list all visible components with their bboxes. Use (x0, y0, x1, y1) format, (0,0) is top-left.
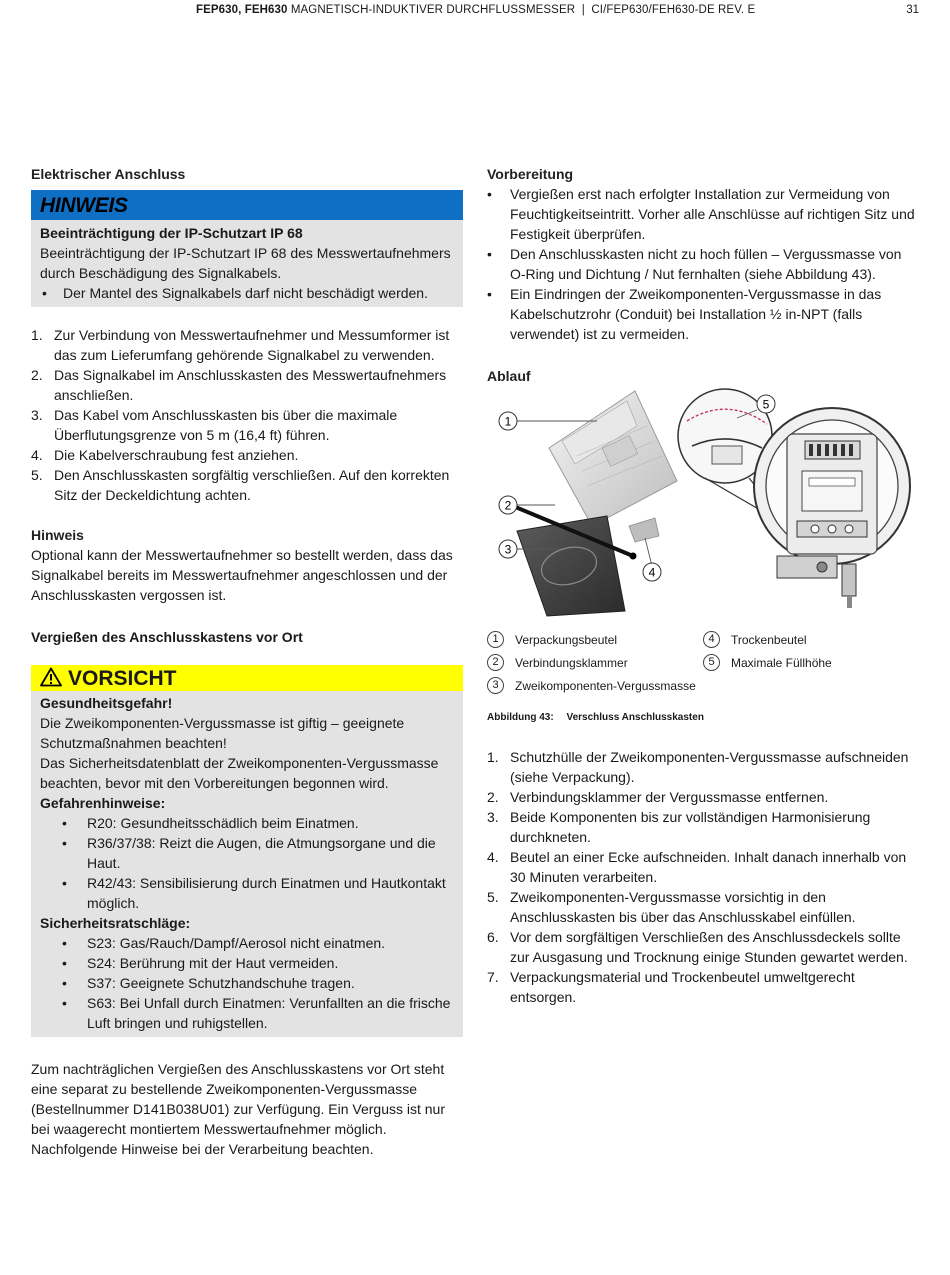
connection-steps-list (31, 325, 463, 505)
bullet-icon: • (62, 955, 67, 971)
callout-5-label: 5 (762, 397, 770, 412)
caption-text: Verschluss Anschlusskasten (566, 712, 704, 723)
vorsicht-label: VORSICHT (68, 667, 177, 690)
callout-4 (643, 563, 661, 581)
section-heading-vorbereitung: Vorbereitung (487, 166, 574, 182)
preparation-list (487, 184, 919, 344)
page-header (0, 4, 950, 22)
hinweis-bullet-list (40, 283, 454, 303)
step-number: 5. (487, 889, 499, 905)
hazard-text: R42/43: Sensibilisierung durch Einatmen und Hautkontakt möglich. (87, 875, 446, 911)
safety-text: S24: Berührung mit der Haut vermeiden. (87, 955, 339, 971)
bullet-icon: • (487, 286, 492, 302)
list-item (40, 873, 454, 913)
step-text: Beutel an einer Ecke aufschneiden. Inhalt danach innerhalb von 30 Minuten verarbeiten. (510, 849, 907, 885)
legend-number: 4 (703, 631, 720, 648)
bullet-icon: • (62, 815, 67, 831)
step-number: 3. (487, 809, 499, 825)
right-column (487, 164, 919, 1007)
legend-number: 5 (703, 654, 720, 671)
vorsicht-label-bar (31, 665, 463, 691)
legend-text: Verbindungsklammer (515, 656, 628, 670)
page-number: 31 (906, 4, 919, 16)
callout-5 (757, 395, 775, 413)
note-block (31, 525, 463, 605)
list-item (40, 973, 454, 993)
legend-text: Zweikomponenten-Vergussmasse (515, 679, 696, 693)
list-item (40, 933, 454, 953)
drying-bag-drawing (629, 518, 659, 542)
bullet-icon: • (487, 246, 492, 262)
step-text: Beide Komponenten bis zur vollständigen Harmonisierung durchkneten. (510, 809, 871, 845)
caption-label: Abbildung 43: (487, 712, 554, 723)
list-item (31, 405, 463, 445)
callout-1 (499, 412, 517, 430)
list-item (487, 787, 919, 807)
callout-leader (645, 538, 652, 566)
safety-text: S63: Bei Unfall durch Einatmen: Verunfallten an die frische Luft bringen und ruhigstellen. (87, 995, 451, 1031)
callout-3-label: 3 (504, 542, 512, 557)
header-title (196, 4, 755, 16)
callout-3 (499, 540, 517, 558)
section-heading-vergiessen: Vergießen des Anschlusskastens vor Ort (31, 629, 303, 645)
final-paragraph: Zum nachträglichen Vergießen des Anschlusskastens vor Ort steht eine separat zu bestellende Zweikomponenten-Vergussmasse (Bestellnummer D141B038U01) zur Verfügung. Ein Verguss ist nur bei waagerecht montiertem Messwertaufnehmer möglich. Nachfolgende Hinweise bei der Verarbeitung beachten. (31, 1061, 445, 1157)
step-number: 7. (487, 969, 499, 985)
step-number: 2. (487, 789, 499, 805)
step-text: Schutzhülle der Zweikomponenten-Vergussmasse aufschneiden (siehe Verpackung). (510, 749, 909, 785)
note-heading: Hinweis (31, 527, 84, 543)
list-item (487, 184, 919, 244)
step-text: Das Signalkabel im Anschlusskasten des Messwertaufnehmers anschließen. (54, 367, 447, 403)
legend-number: 3 (487, 677, 504, 694)
step-text: Zweikomponenten-Vergussmasse vorsichtig in den Anschlusskasten bis über das Anschlusskabel einfüllen. (510, 889, 856, 925)
section-heading-ablauf: Ablauf (487, 368, 531, 384)
list-item (487, 887, 919, 927)
list-item (487, 807, 919, 847)
packaging-bag-drawing (549, 391, 677, 526)
safety-text: S23: Gas/Rauch/Dampf/Aerosol nicht einatmen. (87, 935, 386, 951)
step-text: Die Kabelverschraubung fest anziehen. (54, 447, 299, 463)
hinweis-label: HINWEIS (40, 194, 128, 217)
list-item (40, 833, 454, 873)
hazard-text: R20: Gesundheitsschädlich beim Einatmen. (87, 815, 359, 831)
header-title-rest: MAGNETISCH-INDUKTIVER DURCHFLUSSMESSER | CI/FEP630/FEH630-DE REV. E (287, 4, 756, 16)
bullet-icon: • (62, 835, 67, 851)
hinweis-box (31, 220, 463, 307)
step-number: 6. (487, 929, 499, 945)
step-text: Das Kabel vom Anschlusskasten bis über die maximale Überflutungsgrenze von 5 m (16,4 ft) führen. (54, 407, 398, 443)
bullet-icon: • (487, 186, 492, 202)
bullet-icon: • (62, 975, 67, 991)
legend-text: Verpackungsbeutel (515, 633, 618, 647)
warning-triangle-icon (40, 667, 62, 687)
step-text: Verbindungsklammer der Vergussmasse entfernen. (510, 789, 829, 805)
prep-text: Den Anschlusskasten nicht zu hoch füllen – Vergussmasse von O-Ring und Dichtung / Nut fernhalten (siehe Abbildung 43). (510, 246, 902, 282)
step-number: 5. (31, 467, 43, 483)
list-item (487, 847, 919, 887)
hinweis-label-bar (31, 190, 463, 220)
hinweis-bullet-text: Der Mantel des Signalkabels darf nicht beschädigt werden. (63, 285, 428, 301)
list-item (487, 747, 919, 787)
step-number: 4. (487, 849, 499, 865)
step-text: Verpackungsmaterial und Trockenbeutel umweltgerecht entsorgen. (510, 969, 855, 1005)
safety-heading: Sicherheitsratschläge: (40, 915, 191, 931)
figure-caption (487, 711, 919, 725)
callout-2-label: 2 (504, 498, 512, 513)
callout-2 (499, 496, 517, 514)
figure-legend (487, 631, 919, 701)
step-number: 4. (31, 447, 43, 463)
section-heading-elektrischer-anschluss: Elektrischer Anschluss (31, 166, 186, 182)
list-item (40, 953, 454, 973)
bullet-icon: • (62, 875, 67, 891)
step-text: Vor dem sorgfältigen Verschließen des Anschlussdeckels sollte zur Ausgasung und Trocknung einige Stunden gewartet werden. (510, 929, 908, 965)
junction-box-drawing (754, 408, 910, 608)
vorsicht-title: Gesundheitsgefahr! (40, 695, 173, 711)
callout-1-label: 1 (504, 414, 512, 429)
hazard-list (40, 813, 454, 913)
hinweis-text: Beeinträchtigung der IP-Schutzart IP 68 des Messwertaufnehmers durch Beschädigung des Signalkabels. (40, 245, 451, 281)
legend-text: Maximale Füllhöhe (731, 656, 832, 670)
safety-list (40, 933, 454, 1033)
step-number: 1. (487, 749, 499, 765)
list-item (40, 993, 454, 1033)
step-number: 2. (31, 367, 43, 383)
bullet-icon: • (62, 995, 67, 1011)
vorsicht-text-1: Die Zweikomponenten-Vergussmasse ist giftig – geeignete Schutzmaßnahmen beachten! (40, 715, 405, 751)
list-item (487, 284, 919, 344)
hazard-text: R36/37/38: Reizt die Augen, die Atmungsorgane und die Haut. (87, 835, 436, 871)
procedure-steps-list (487, 747, 919, 1007)
vorsicht-box (31, 691, 463, 1037)
step-text: Zur Verbindung von Messwertaufnehmer und Messumformer ist das zum Lieferumfang gehörende Signalkabel zu verwenden. (54, 327, 450, 363)
list-item (31, 445, 463, 465)
step-number: 1. (31, 327, 43, 343)
figure-43-drawing (487, 386, 919, 626)
list-item (487, 967, 919, 1007)
prep-text: Ein Eindringen der Zweikomponenten-Vergussmasse in das Kabelschutzrohr (Conduit) bei Installation ½ in-NPT (falls verwendet) ist zu vermeiden. (510, 286, 882, 342)
list-item (487, 244, 919, 284)
list-item (40, 813, 454, 833)
prep-text: Vergießen erst nach erfolgter Installation zur Vermeidung von Feuchtigkeitseintritt. Vorher alle Anschlüsse auf richtigen Sitz und Festigkeit überprüfen. (510, 186, 915, 242)
list-item (31, 365, 463, 405)
figure-43-illustration (487, 386, 919, 626)
step-number: 3. (31, 407, 43, 423)
safety-text: S37: Geeignete Schutzhandschuhe tragen. (87, 975, 355, 991)
step-text: Den Anschlusskasten sorgfältig verschließen. Auf den korrekten Sitz der Deckeldichtung achten. (54, 467, 450, 503)
list-item (31, 465, 463, 505)
legend-text: Trockenbeutel (731, 633, 807, 647)
hinweis-title: Beeinträchtigung der IP-Schutzart IP 68 (40, 225, 303, 241)
header-title-bold: FEP630, FEH630 (196, 4, 288, 16)
hinweis-bullet-item (40, 283, 454, 303)
legend-number: 2 (487, 654, 504, 671)
legend-number: 1 (487, 631, 504, 648)
list-item (31, 325, 463, 365)
note-text: Optional kann der Messwertaufnehmer so bestellt werden, dass das Signalkabel bereits im Messwertaufnehmer angeschlossen und der Anschlusskasten vergossen ist. (31, 547, 453, 603)
bullet-icon: • (42, 285, 47, 301)
list-item (487, 927, 919, 967)
callout-4-label: 4 (648, 565, 656, 580)
vorsicht-text-2: Das Sicherheitsdatenblatt der Zweikomponenten-Vergussmasse beachten, bevor mit den Vorbereitungen begonnen wird. (40, 755, 439, 791)
hazard-heading: Gefahrenhinweise: (40, 795, 166, 811)
bullet-icon: • (62, 935, 67, 951)
left-column (31, 164, 463, 1159)
compound-bag-drawing (513, 506, 637, 616)
